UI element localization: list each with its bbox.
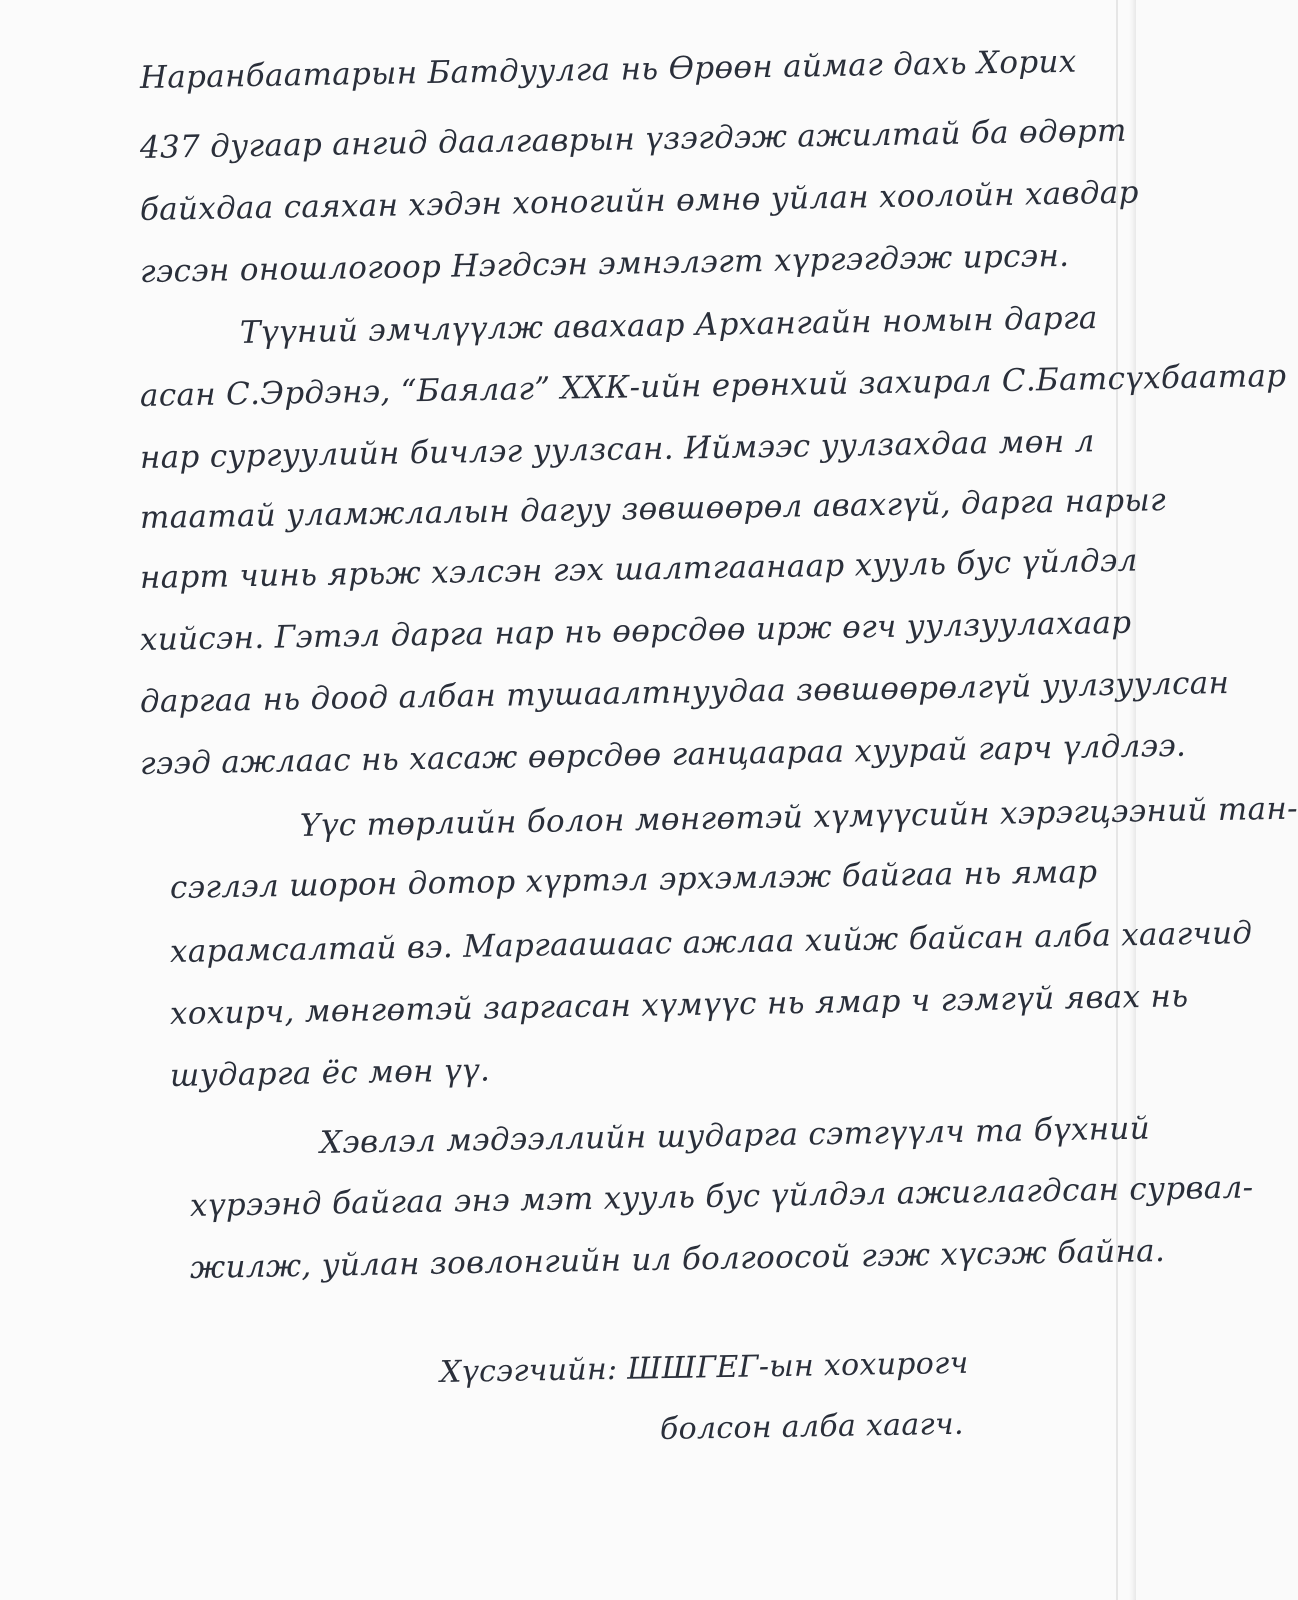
- paragraph-4-line-2: хүрээнд байгаа энэ мэт хууль бус үйлдэл ажиглагдсан сурвал-: [189, 1169, 1254, 1224]
- paragraph-2-line-5: нарт чинь ярьж хэлсэн гэх шалтгаанаар хууль бус үйлдэл: [139, 542, 1138, 596]
- signature-line-2: болсон алба хаагч.: [659, 1406, 965, 1447]
- paragraph-1-line-1: Наранбаатарын Батдуулга нь Өрөөн аймаг дахь Хорих: [139, 43, 1077, 96]
- paragraph-3-line-2: сэглэл шорон дотор хүртэл эрхэмлэж байгаа нь ямар: [169, 853, 1098, 906]
- paragraph-1-line-3: байхдаа саяхан хэдэн хоногийн өмнө уйлан хоолойн хавдар: [139, 174, 1139, 228]
- signature-line-1: Хүсэгчийн: ШШГЕГ-ын хохирогч: [439, 1345, 969, 1390]
- paragraph-1-line-2: 437 дугаар ангид даалгаврын үзэгдэж ажилтай ба өдөрт: [139, 112, 1128, 166]
- paragraph-4-line-1: Хэвлэл мэдээллийн шударга сэтгүүлч та бүхний: [319, 1110, 1151, 1161]
- paragraph-2-line-4: таатай уламжлалын дагуу зөвшөөрөл авахгүй, дарга нарыг: [139, 482, 1167, 536]
- paragraph-1-line-4: гэсэн оношлогоор Нэгдсэн эмнэлэгт хүргэгдэж ирсэн.: [139, 237, 1070, 290]
- paragraph-4-line-3: жилж, уйлан зовлонгийн ил болгоосой гэж хүсэж байна.: [189, 1232, 1166, 1286]
- paragraph-3-line-4: хохирч, мөнгөтэй заргасан хүмүүс нь ямар ч гэмгүй явах нь: [169, 978, 1189, 1032]
- paragraph-2-line-2: асан С.Эрдэнэ, “Баялаг” ХХК-ийн ерөнхий захирал С.Батсүхбаатар: [139, 357, 1287, 414]
- paragraph-3-line-5: шударга ёс мөн үү.: [169, 1052, 491, 1094]
- paragraph-3-line-1: Үүс төрлийн болон мөнгөтэй хүмүүсийн хэрэгцээний тан-: [299, 790, 1298, 844]
- paragraph-2-line-1: Түүний эмчлүүлж авахаар Архангайн номын дарга: [239, 300, 1098, 351]
- paragraph-2-line-7: даргаа нь доод албан тушаалтнуудаа зөвшөөрөлгүй уулзуулсан: [139, 664, 1230, 720]
- paragraph-2-line-8: гээд ажлаас нь хасаж өөрсдөө ганцаараа хуурай гарч үлдлээ.: [139, 727, 1187, 782]
- paragraph-3-line-3: харамсалтай вэ. Маргаашаас ажлаа хийж байсан алба хаагчид: [169, 915, 1253, 970]
- paragraph-2-line-6: хийсэн. Гэтэл дарга нар нь өөрсдөө ирж өгч уулзуулахаар: [139, 604, 1132, 658]
- paragraph-2-line-3: нар сургуулийн бичлэг уулзсан. Иймээс уулзахдаа мөн л: [139, 423, 1095, 476]
